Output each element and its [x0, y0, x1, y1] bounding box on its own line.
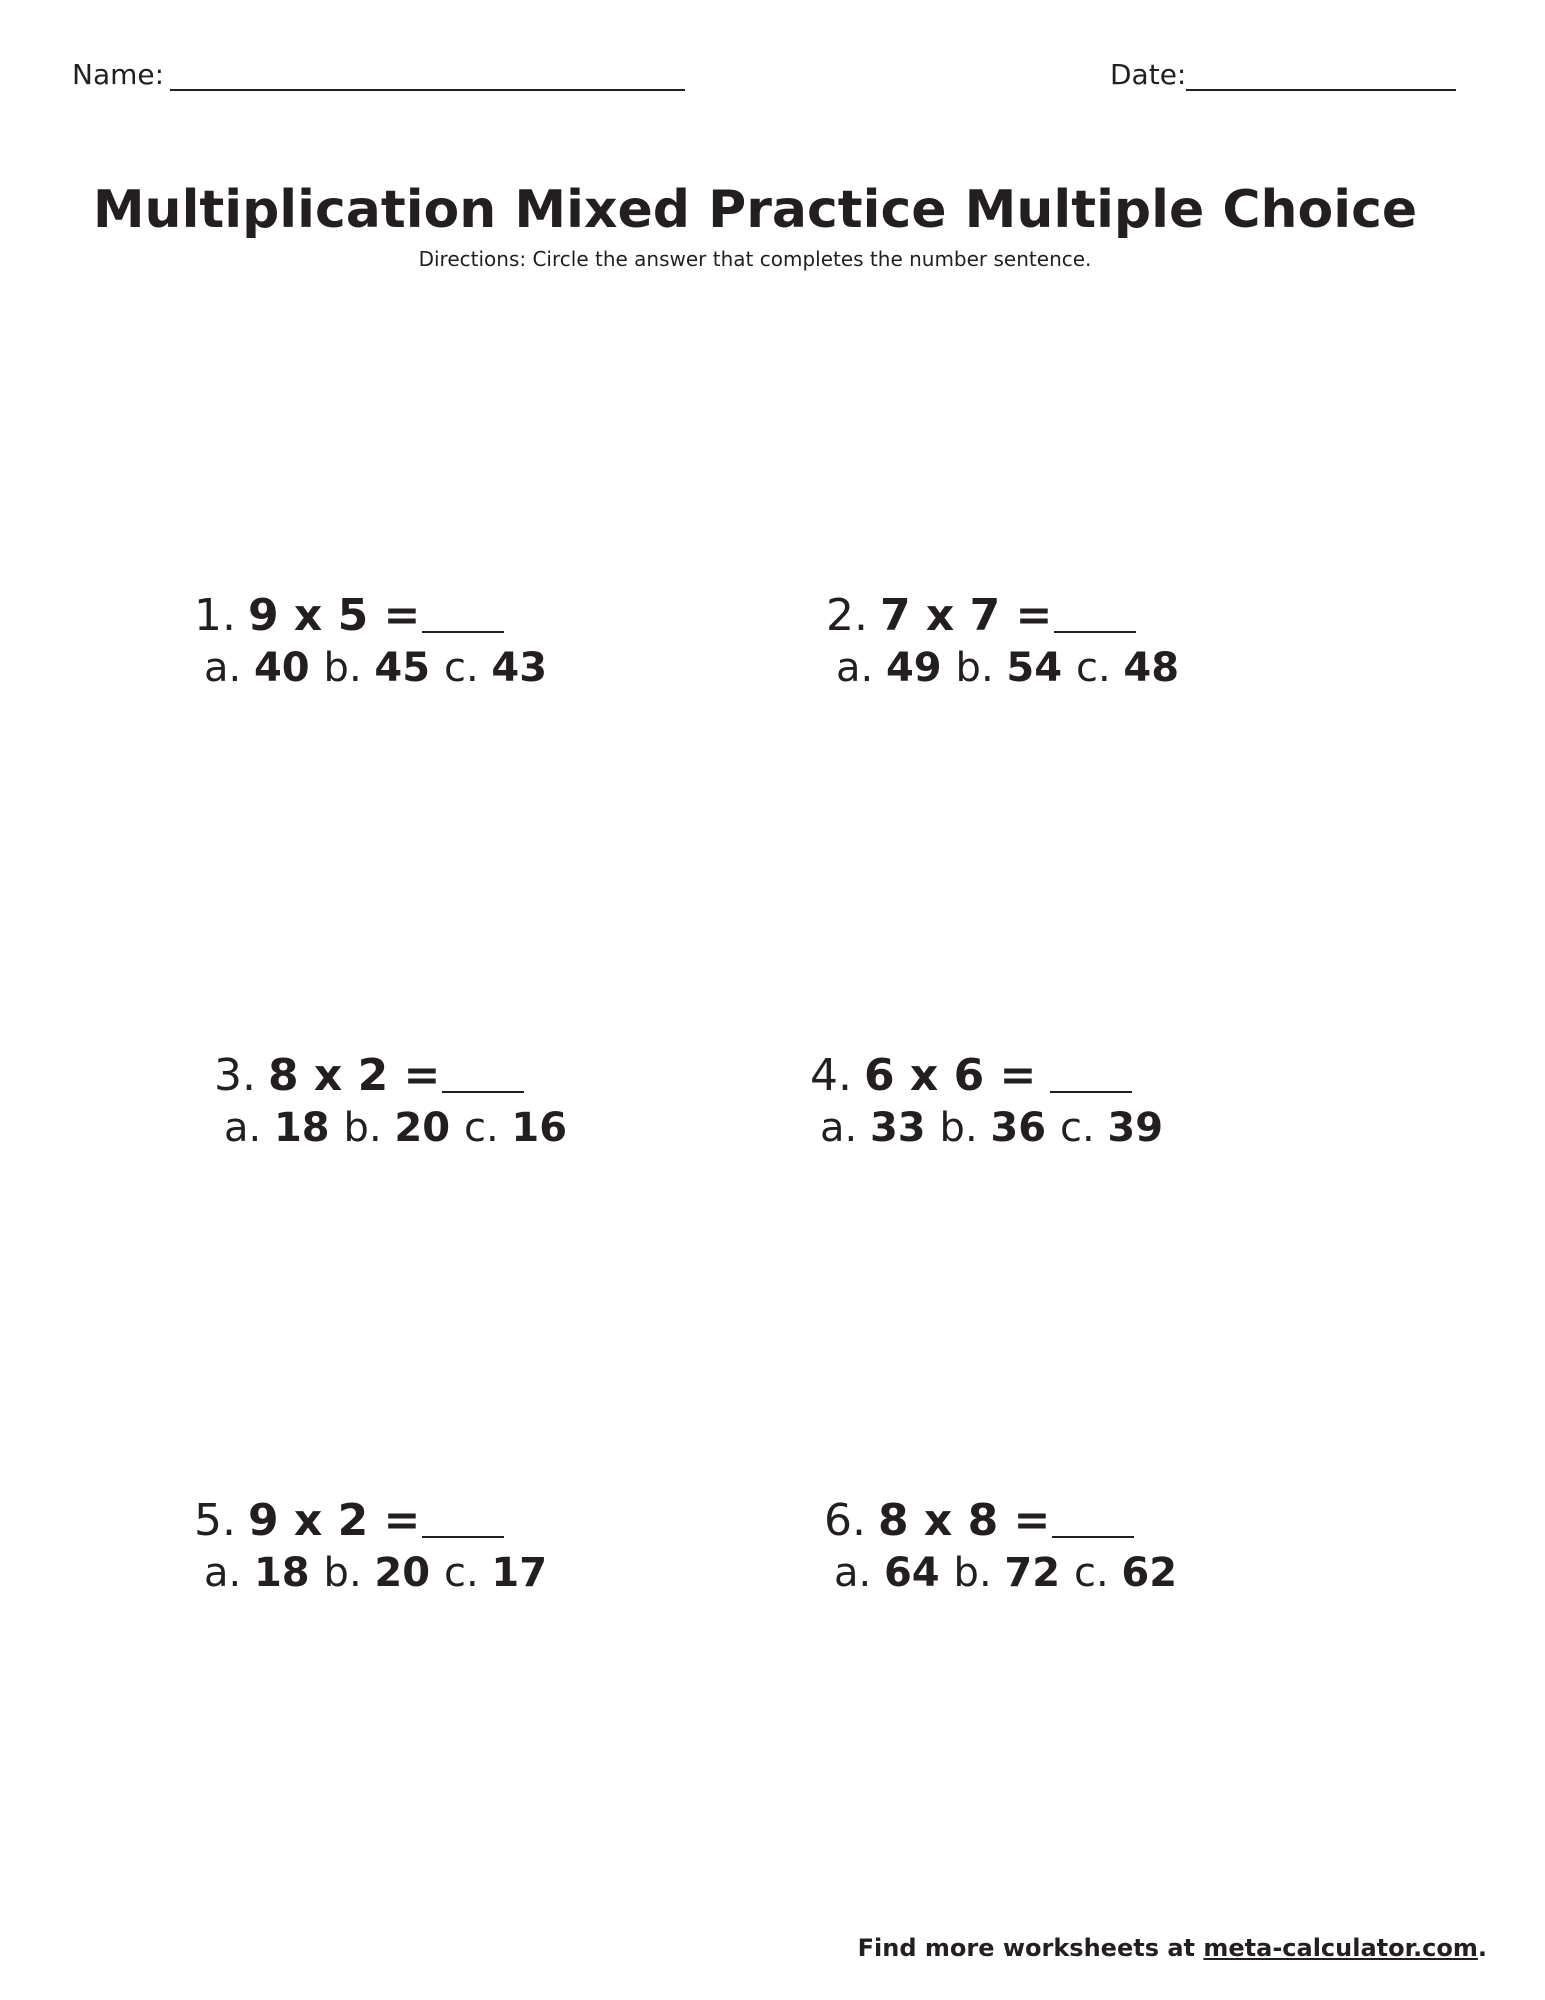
answer-blank[interactable]: [442, 1055, 524, 1093]
choice-a[interactable]: 49: [885, 645, 956, 691]
date-label: Date:: [1110, 58, 1187, 91]
choice-c[interactable]: 43: [491, 645, 548, 691]
date-field[interactable]: [1110, 58, 1456, 91]
answer-choices: [194, 1550, 547, 1596]
footer-suffix: .: [1477, 1934, 1487, 1962]
problem-expression: 7 x 7 =: [879, 590, 1053, 641]
problem-question: [194, 1495, 547, 1546]
answer-choices: [826, 645, 1179, 691]
choice-a-label: a.: [834, 1550, 884, 1596]
answer-choices: [824, 1550, 1177, 1596]
choice-a[interactable]: 18: [253, 1550, 324, 1596]
problem-number: 1.: [194, 590, 236, 641]
problem-5: [194, 1495, 547, 1596]
answer-choices: [810, 1105, 1163, 1151]
choice-a[interactable]: 64: [883, 1550, 954, 1596]
problem-number: 2.: [826, 590, 868, 641]
choice-c-label: c.: [1073, 1550, 1122, 1596]
choice-c-label: c.: [463, 1105, 512, 1151]
name-field[interactable]: [72, 58, 685, 91]
choice-b-label: b.: [323, 645, 375, 691]
choice-a-label: a.: [820, 1105, 870, 1151]
choice-c[interactable]: 16: [511, 1105, 568, 1151]
choice-b-label: b.: [323, 1550, 375, 1596]
choice-c-label: c.: [1059, 1105, 1108, 1151]
choice-a[interactable]: 18: [273, 1105, 344, 1151]
problem-number: 4.: [810, 1050, 852, 1101]
choice-b-label: b.: [939, 1105, 991, 1151]
choice-a[interactable]: 33: [869, 1105, 940, 1151]
worksheet-title: Multiplication Mixed Practice Multiple Choice: [92, 180, 1418, 240]
choice-b[interactable]: 20: [374, 1550, 444, 1596]
choice-a-label: a.: [204, 1550, 254, 1596]
problem-number: 6.: [824, 1495, 866, 1546]
answer-blank[interactable]: [1052, 1500, 1134, 1538]
choice-c-label: c.: [443, 645, 492, 691]
choice-b-label: b.: [343, 1105, 395, 1151]
choice-c[interactable]: 62: [1121, 1550, 1178, 1596]
choice-a[interactable]: 40: [253, 645, 324, 691]
problem-expression: 6 x 6 =: [863, 1050, 1037, 1101]
name-blank-line[interactable]: [170, 59, 685, 91]
footer-prefix: Find more worksheets at: [857, 1934, 1204, 1962]
directions-text: Directions: Circle the answer that completes the number sentence.: [418, 247, 1092, 271]
problem-question: [824, 1495, 1177, 1546]
choice-b-label: b.: [953, 1550, 1005, 1596]
problem-question: [214, 1050, 567, 1101]
choice-b[interactable]: 72: [1004, 1550, 1074, 1596]
problem-expression: 8 x 2 =: [267, 1050, 441, 1101]
name-label: Name:: [72, 58, 165, 91]
footer-link[interactable]: meta-calculator.com: [1203, 1934, 1478, 1962]
problem-6: [824, 1495, 1177, 1596]
answer-blank[interactable]: [1054, 595, 1136, 633]
choice-c-label: c.: [1075, 645, 1124, 691]
problem-expression: 8 x 8 =: [877, 1495, 1051, 1546]
choice-b-label: b.: [955, 645, 1007, 691]
problem-number: 3.: [214, 1050, 256, 1101]
problem-question: [826, 590, 1179, 641]
problem-2: [826, 590, 1179, 691]
date-blank-line[interactable]: [1186, 59, 1456, 91]
choice-a-label: a.: [836, 645, 886, 691]
choice-c[interactable]: 48: [1123, 645, 1180, 691]
choice-c-label: c.: [443, 1550, 492, 1596]
problem-4: [810, 1050, 1163, 1151]
problem-question: [194, 590, 547, 641]
choice-a-label: a.: [224, 1105, 274, 1151]
problem-number: 5.: [194, 1495, 236, 1546]
answer-choices: [214, 1105, 567, 1151]
problem-1: [194, 590, 547, 691]
answer-choices: [194, 645, 547, 691]
problem-expression: 9 x 2 =: [247, 1495, 421, 1546]
choice-b[interactable]: 20: [394, 1105, 464, 1151]
choice-b[interactable]: 45: [374, 645, 444, 691]
choice-a-label: a.: [204, 645, 254, 691]
choice-c[interactable]: 17: [491, 1550, 548, 1596]
problem-question: [810, 1050, 1163, 1101]
problem-3: [214, 1050, 567, 1151]
problem-expression: 9 x 5 =: [247, 590, 421, 641]
choice-b[interactable]: 54: [1006, 645, 1076, 691]
answer-blank[interactable]: [1050, 1055, 1132, 1093]
choice-c[interactable]: 39: [1107, 1105, 1164, 1151]
footer: [858, 1934, 1487, 1962]
answer-blank[interactable]: [422, 595, 504, 633]
choice-b[interactable]: 36: [990, 1105, 1060, 1151]
answer-blank[interactable]: [422, 1500, 504, 1538]
